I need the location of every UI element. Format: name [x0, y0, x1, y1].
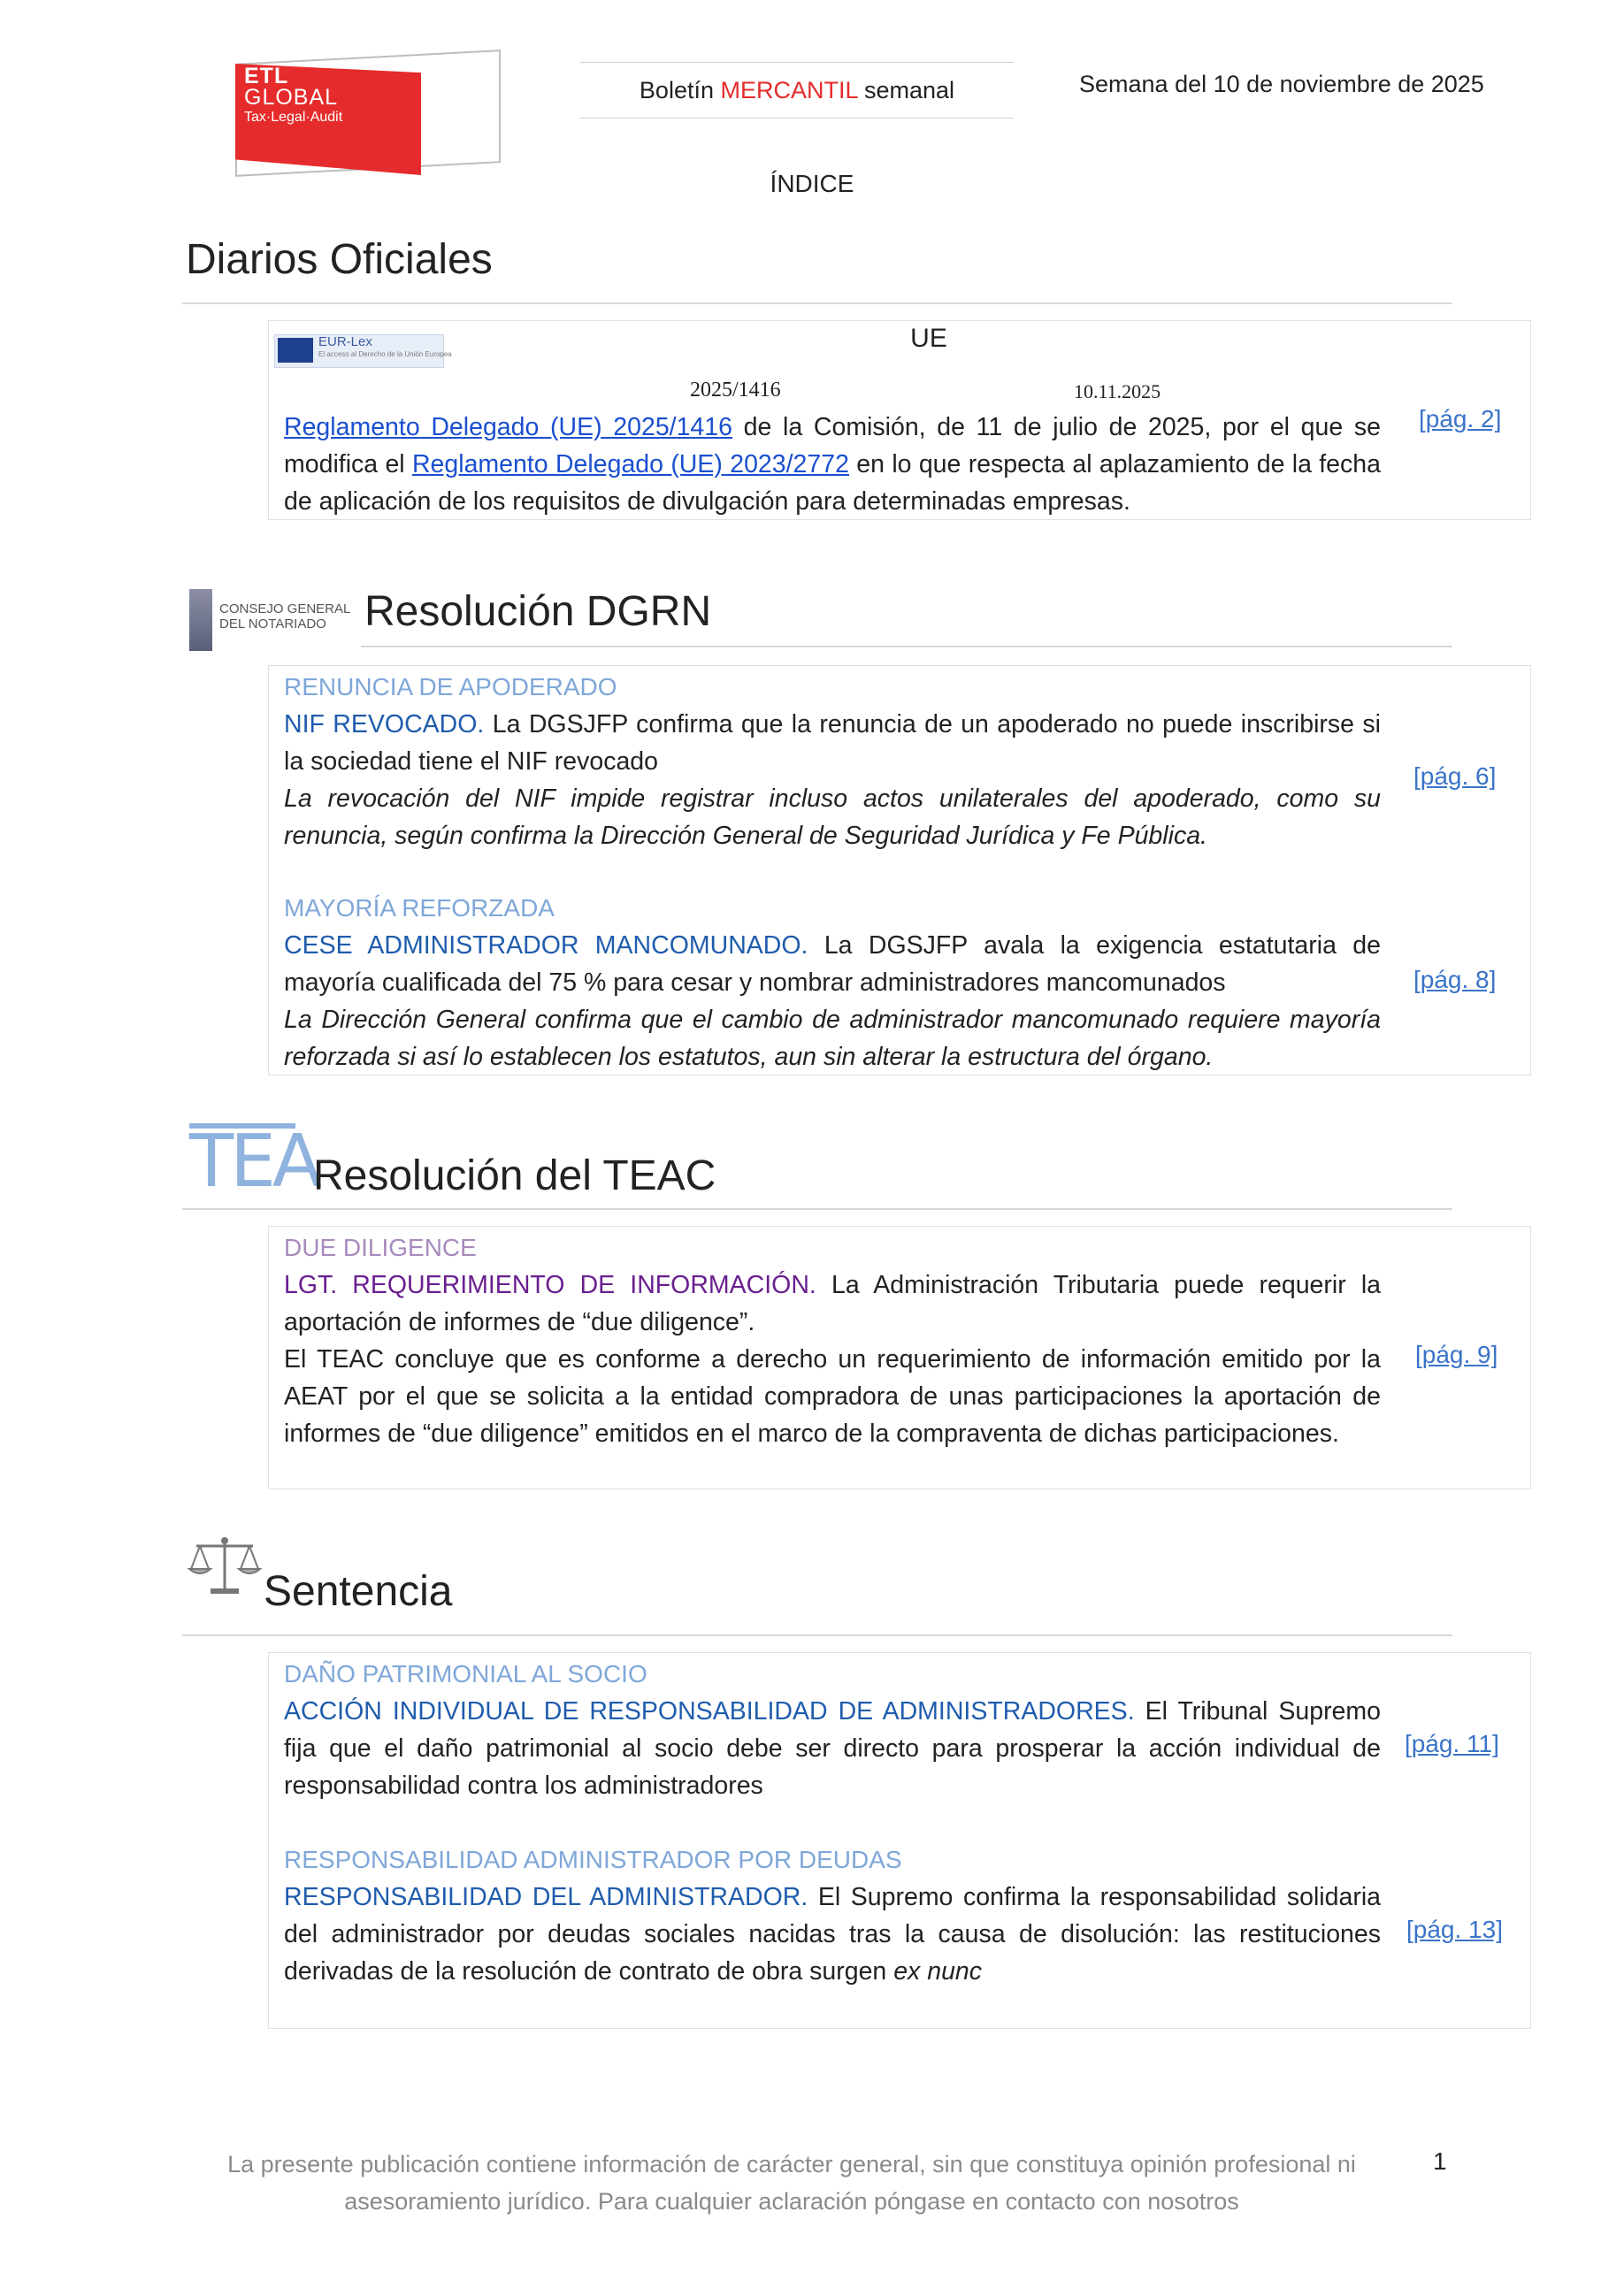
tea-logo: TEA: [189, 1120, 318, 1204]
item-headline: CESE ADMINISTRADOR MANCOMUNADO.: [284, 931, 808, 960]
item-detail: El TEAC concluye que es conforme a derecho un requerimiento de información emitido por la AEAT por el que se solicita a la entidad compradora de unas participaciones la aportación de informes de “due diligence” emitidos en el marco de la compraventa de dichas participaciones.: [284, 1345, 1381, 1448]
diarios-text-2: en lo que respecta al aplazamiento de la fecha de aplicación de los requisitos de divulgación para determinadas empresas.: [284, 450, 1381, 516]
category-label: MAYORÍA REFORZADA: [284, 894, 555, 922]
section-divider: [361, 646, 1452, 647]
eu-flag-icon: [278, 338, 313, 363]
bulletin-suffix: semanal: [857, 77, 955, 103]
scales-icon: [188, 1534, 262, 1601]
notary-logo-line1: CONSEJO GENERAL: [219, 601, 351, 616]
notary-logo-line2: DEL NOTARIADO: [219, 616, 326, 631]
page-link-sentencia-2[interactable]: [pág. 13]: [1406, 1916, 1503, 1943]
logo-global-text: GLOBAL: [244, 85, 339, 110]
ref-number: 2025/1416: [690, 379, 781, 402]
notary-emblem-icon: [189, 589, 212, 651]
item-headline: LGT. REQUERIMIENTO DE INFORMACIÓN.: [284, 1271, 816, 1299]
diarios-text-1: de la Comisión, de 11 de julio de 2025, por el que se modifica el: [284, 413, 1381, 478]
item-headline-body: [284, 1267, 1381, 1341]
section-title-sentencia: Sentencia: [264, 1568, 453, 1615]
logo-tagline: Tax·Legal·Audit: [244, 110, 343, 125]
page-link-diarios[interactable]: [pág. 2]: [1419, 405, 1502, 432]
diarios-summary: [284, 409, 1381, 520]
dgrn-item-2: [284, 890, 1381, 1075]
footer-disclaimer: La presente publicación contiene información de carácter general, sin que constituya opinión profesional ni asesoramiento jurídico. Para cualquier aclaración póngase en contacto con nosotros: [227, 2151, 1356, 2215]
index-title: ÍNDICE: [770, 170, 854, 197]
section-divider: [182, 302, 1452, 304]
page-link-teac[interactable]: [pág. 9]: [1415, 1341, 1498, 1368]
dgrn-item-1: [284, 669, 1381, 854]
item-body: La DGSJFP confirma que la renuncia de un apoderado no puede inscribirse si la sociedad tiene el NIF revocado: [284, 710, 1381, 776]
section-divider: [182, 1634, 1452, 1636]
eurlex-subtitle: El acceso al Derecho de la Unión Europea: [318, 350, 452, 358]
notary-logo: [219, 601, 350, 631]
item-summary: La revocación del NIF impide registrar incluso actos unilaterales del apoderado, como su renuncia, según confirma la Dirección General de Seguridad Jurídica y Fe Pública.: [284, 784, 1381, 850]
page-link-dgrn-1[interactable]: [pág. 6]: [1413, 762, 1497, 790]
page-link-sentencia-1[interactable]: [pág. 11]: [1405, 1730, 1499, 1757]
bulletin-prefix: Boletín: [639, 77, 721, 103]
item-headline-body: [284, 1879, 1381, 1990]
item-body-italic: ex nunc: [893, 1957, 983, 1986]
page-link-dgrn-2[interactable]: [pág. 8]: [1413, 966, 1497, 993]
item-headline: NIF REVOCADO.: [284, 710, 485, 739]
item-headline: ACCIÓN INDIVIDUAL DE RESPONSABILIDAD DE ADMINISTRADORES.: [284, 1697, 1135, 1726]
item-body: El Supremo confirma la responsabilidad solidaria del administrador por deudas sociales nacidas tras la causa de disolución: las restituciones derivadas de la resolución de contrato de obra surgen: [284, 1883, 1382, 1986]
section-divider: [182, 1208, 1452, 1210]
page-number: 1: [1433, 2147, 1447, 2175]
teac-item: [284, 1229, 1381, 1452]
item-body: La DGSJFP avala la exigencia estatutaria de mayoría cualificada del 75 % para cesar y nombrar administradores mancomunados: [284, 931, 1381, 997]
item-headline-body: [284, 1693, 1381, 1804]
section-title-teac: Resolución del TEAC: [313, 1152, 716, 1199]
logo-etl-text: ETL: [244, 64, 289, 88]
category-label: DAÑO PATRIMONIAL AL SOCIO: [284, 1660, 647, 1688]
region-label: UE: [910, 324, 947, 353]
item-summary: La Dirección General confirma que el cambio de administrador mancomunado requiere mayoría reforzada si así lo establecen los estatutos, aun sin alterar la estructura del órgano.: [284, 1006, 1381, 1071]
sentencia-item-2: [284, 1841, 1381, 1990]
bulletin-highlight: MERCANTIL: [720, 77, 858, 103]
section-title-diarios: Diarios Oficiales: [186, 236, 493, 283]
item-headline-body: [284, 706, 1381, 780]
regulation-link-2023-2772[interactable]: Reglamento Delegado (UE) 2023/2772: [411, 450, 849, 478]
item-body: El Tribunal Supremo fija que el daño patrimonial al socio debe ser directo para prosperar la acción individual de responsabilidad contra los administradores: [284, 1697, 1381, 1800]
week-label: Semana del 10 de noviembre de 2025: [1079, 71, 1484, 97]
sentencia-item-1: [284, 1656, 1381, 1804]
item-headline: RESPONSABILIDAD DEL ADMINISTRADOR.: [284, 1883, 808, 1911]
ref-date: 10.11.2025: [1074, 380, 1161, 402]
category-label: RENUNCIA DE APODERADO: [284, 673, 617, 700]
item-headline-body: [284, 927, 1381, 1001]
category-label: DUE DILIGENCE: [284, 1234, 477, 1261]
category-label: RESPONSABILIDAD ADMINISTRADOR POR DEUDAS: [284, 1846, 902, 1873]
regulation-link-2025-1416[interactable]: Reglamento Delegado (UE) 2025/1416: [284, 413, 732, 441]
eurlex-name: EUR-Lex: [318, 334, 372, 349]
item-body: La Administración Tributaria puede requerir la aportación de informes de “due diligence”.: [284, 1271, 1381, 1336]
bulletin-title: [580, 62, 1014, 119]
section-title-dgrn: Resolución DGRN: [364, 588, 712, 635]
